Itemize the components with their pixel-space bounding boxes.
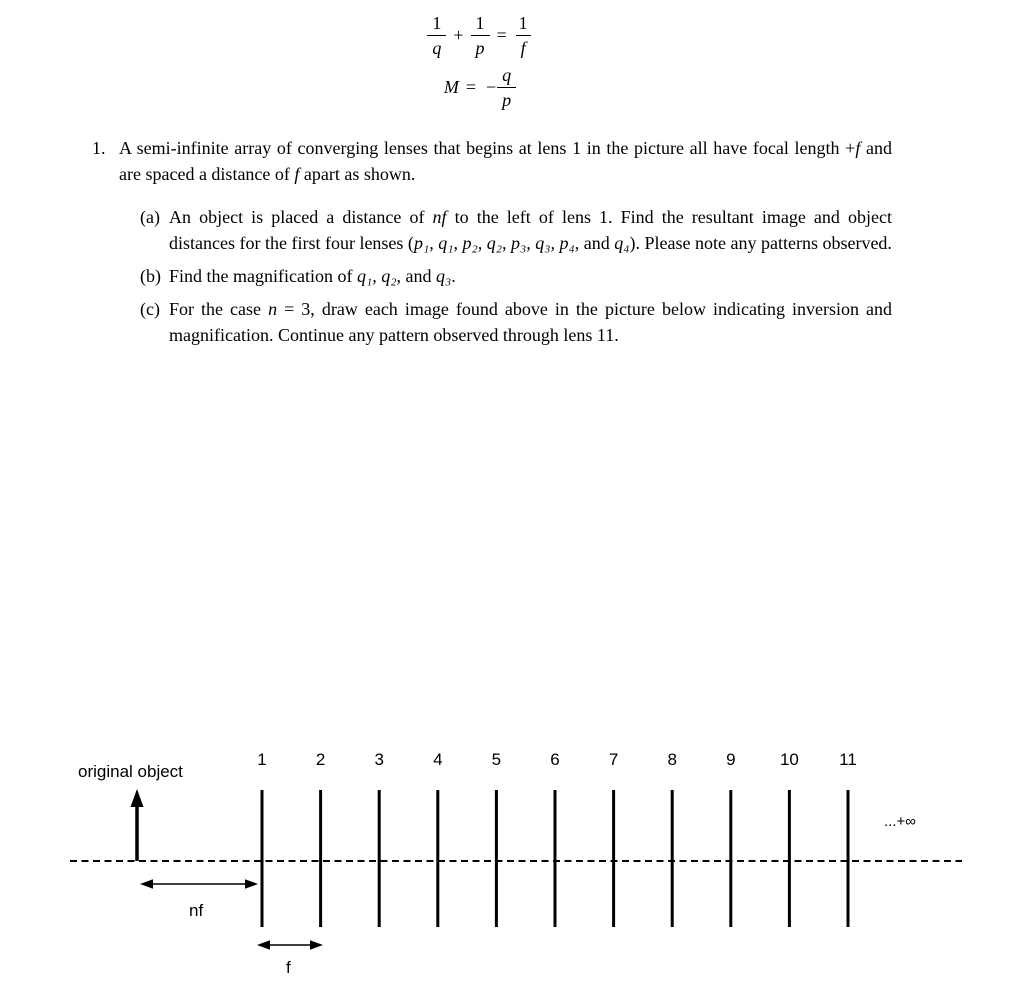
problem-intro-row <box>92 135 892 187</box>
fraction-denominator: q <box>427 35 446 57</box>
minus-sign: − <box>486 77 497 97</box>
problem-1 <box>92 135 892 348</box>
fraction-numerator: 1 <box>432 13 442 33</box>
lens-number-11: 11 <box>839 750 857 769</box>
problem-part-b <box>140 263 892 289</box>
problem-part-c <box>140 296 892 348</box>
math-text: p₁, q₁, p₂, q₂, p₃, q₃, p₄ <box>413 233 575 253</box>
lens-number-2: 2 <box>315 750 326 769</box>
fraction-numerator: 1 <box>518 13 528 33</box>
equals-sign: = <box>465 77 476 97</box>
fraction-q-over-p <box>497 66 516 109</box>
fraction-1-over-q <box>427 14 446 57</box>
thin-lens-equation <box>427 14 532 57</box>
fraction-denominator: p <box>497 87 516 109</box>
equals-sign: = <box>496 25 507 45</box>
plain-text: apart as shown. <box>299 164 416 184</box>
equation-block <box>0 0 1024 109</box>
left-arrowhead-icon <box>140 879 153 888</box>
plain-text: An object is placed a distance of <box>169 207 433 227</box>
magnification-symbol: M <box>443 77 459 97</box>
lens-number-3: 3 <box>374 750 384 769</box>
part-label: (c) <box>140 299 160 319</box>
lens-number-6: 6 <box>550 750 560 769</box>
part-label: (b) <box>140 266 161 286</box>
right-arrowhead-icon <box>310 940 323 949</box>
plain-text: A semi-infinite array of converging lenses that begins at lens 1 in the picture all have focal length + <box>119 138 856 158</box>
fraction-denominator: p <box>471 35 490 57</box>
lens-number-7: 7 <box>608 750 619 769</box>
plain-text: = 3, draw each image found above in the picture below indicating inversion and magnification. Continue any pattern observed through lens 11. <box>169 299 893 345</box>
math-text: n <box>268 299 278 319</box>
math-text: nf <box>432 207 447 227</box>
plain-text: For the case <box>169 299 269 319</box>
plain-text: . <box>451 266 456 286</box>
plain-text: ). Please note any patterns observed. <box>629 233 892 253</box>
plain-text: , and <box>574 233 615 253</box>
right-arrowhead-icon <box>245 879 258 888</box>
magnification-equation <box>444 66 516 109</box>
problem-part-a <box>140 204 892 256</box>
math-text: f <box>855 138 861 158</box>
lens-number-8: 8 <box>667 750 677 769</box>
math-text: q₃ <box>435 266 452 286</box>
fraction-1-over-p <box>471 14 490 57</box>
part-text <box>169 296 892 348</box>
f-distance-arrow <box>257 940 323 949</box>
object-arrow <box>131 789 144 861</box>
plain-text: Find the magnification of <box>169 266 357 286</box>
problem-intro-text <box>119 135 892 187</box>
left-arrowhead-icon <box>257 940 270 949</box>
math-text: q₄ <box>614 233 630 253</box>
lens-number-4: 4 <box>433 750 443 769</box>
part-text <box>169 263 892 289</box>
problem-parts <box>140 204 892 348</box>
lens-number-10: 10 <box>779 750 799 769</box>
lens-number-9: 9 <box>726 750 736 769</box>
plain-text: , and <box>396 266 436 286</box>
nf-label: nf <box>189 901 204 920</box>
f-label: f <box>286 958 291 977</box>
infinity-label: ...+∞ <box>884 813 916 830</box>
fraction-numerator: q <box>502 65 512 85</box>
fraction-numerator: 1 <box>475 13 485 33</box>
plus-operator: + <box>453 25 464 45</box>
math-text: f <box>294 164 300 184</box>
part-label: (a) <box>140 207 160 227</box>
part-text <box>169 204 892 256</box>
plain-text: to the left of lens 1. Find the resultant image and object distances for the first four lenses ( <box>169 207 892 253</box>
original-object-label: original object <box>78 762 183 781</box>
nf-distance-arrow <box>140 879 258 888</box>
lens-number-5: 5 <box>491 750 502 769</box>
lens-number-1: 1 <box>257 750 267 769</box>
lens-lines-group <box>257 750 857 927</box>
object-arrowhead-icon <box>131 789 144 807</box>
plain-text: and are spaced a distance of <box>119 138 893 184</box>
problem-number: 1. <box>92 138 106 158</box>
math-text: q₁, q₂ <box>356 266 397 286</box>
lens-array-diagram <box>0 722 1024 1003</box>
fraction-1-over-f <box>514 14 533 57</box>
fraction-denominator: f <box>516 35 531 57</box>
